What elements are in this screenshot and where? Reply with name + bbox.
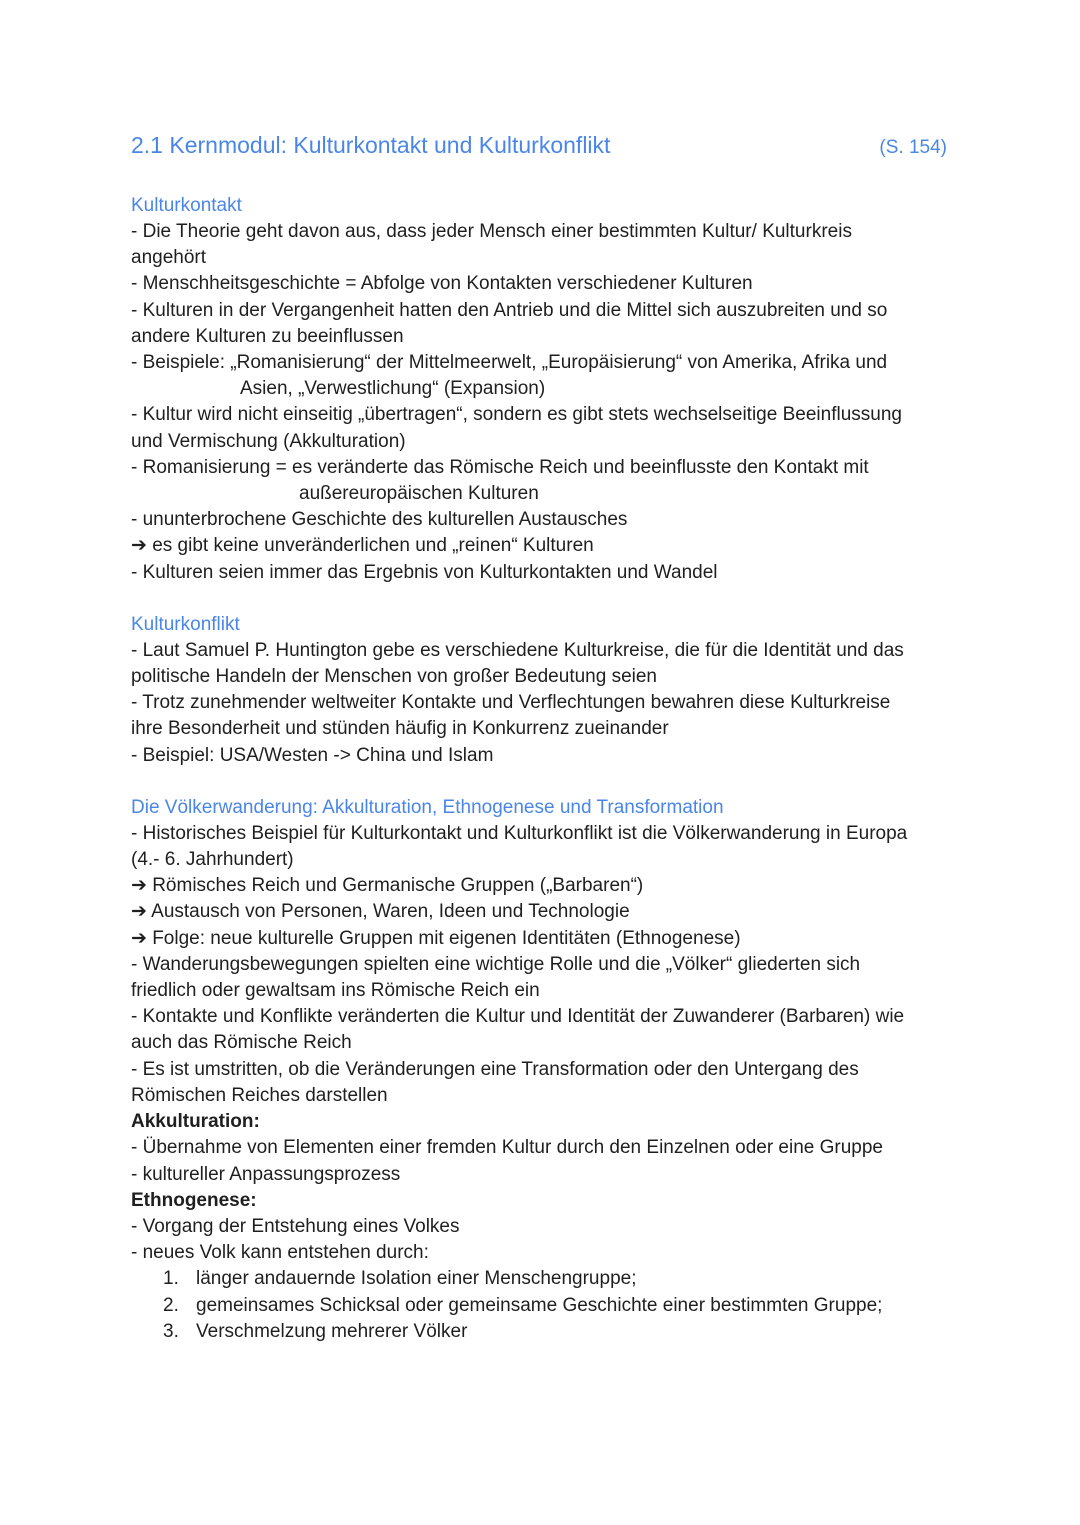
text-line: - Beispiel: USA/Westen -> China und Islam [131,744,494,766]
text-line: - Laut Samuel P. Huntington gebe es verschiedene Kulturkreise, die für die Identität und das [131,639,904,661]
text-line-arrow: ➔ Austausch von Personen, Waren, Ideen und Technologie [131,901,630,923]
section-kulturkonflikt [131,612,951,769]
list-item-text: länger andauernde Isolation einer Menschengruppe; [196,1268,637,1290]
list-item-text: gemeinsames Schicksal oder gemeinsame Geschichte einer bestimmten Gruppe; [196,1294,883,1316]
text-line: und Vermischung (Akkulturation) [131,430,406,452]
text-line: - Es ist umstritten, ob die Veränderungen eine Transformation oder den Untergang des [131,1058,859,1080]
text-line: - Die Theorie geht davon aus, dass jeder Mensch einer bestimmten Kultur/ Kulturkreis [131,221,852,242]
page-reference: (S. 154) [879,137,947,158]
text-line: - Menschheitsgeschichte = Abfolge von Kontakten verschiedener Kulturen [131,273,753,295]
text-line-indented: Asien, „Verwestlichung“ (Expansion) [240,378,546,400]
text-line: - Kulturen seien immer das Ergebnis von Kulturkontakten und Wandel [131,561,718,583]
title-row [131,128,951,165]
text-line: - Kontakte und Konflikte veränderten die Kultur und Identität der Zuwanderer (Barbaren) wie [131,1006,905,1028]
section-voelkerwanderung [131,795,951,1345]
term-ethnogenese-label: Ethnogenese: [131,1189,257,1211]
text-line: andere Kulturen zu beeinflussen [131,325,404,347]
text-line: Römischen Reiches darstellen [131,1084,388,1106]
text-line: - Beispiele: „Romanisierung“ der Mittelmeerwelt, „Europäisierung“ von Amerika, Afrika und [131,352,888,374]
text-line: - Vorgang der Entstehung eines Volkes [131,1215,460,1237]
list-item-number: 2. [163,1294,179,1316]
text-line-arrow: ➔ Römisches Reich und Germanische Gruppen („Barbaren“) [131,875,644,897]
text-line-indented: außereuropäischen Kulturen [299,483,539,505]
list-item-number: 3. [163,1320,179,1342]
text-line: ihre Besonderheit und stünden häufig in Konkurrenz zueinander [131,718,669,740]
list-item [131,1319,951,1345]
text-line: friedlich oder gewaltsam ins Römische Reich ein [131,980,540,1002]
section-heading-kulturkontakt: Kulturkontakt [131,195,242,216]
text-line: - Übernahme von Elementen einer fremden Kultur durch den Einzelnen oder eine Gruppe [131,1137,884,1159]
list-item [131,1266,951,1292]
text-line: - Romanisierung = es veränderte das Römische Reich und beeinflusste den Kontakt mit [131,456,869,478]
list-item-number: 1. [163,1268,179,1290]
text-line: - ununterbrochene Geschichte des kulturellen Austausches [131,509,628,531]
section-heading-voelkerwanderung: Die Völkerwanderung: Akkulturation, Ethnogenese und Transformation [131,796,724,818]
text-line: - Kultur wird nicht einseitig „übertragen“, sondern es gibt stets wechselseitige Beeinflussung [131,404,902,426]
term-akkulturation-label: Akkulturation: [131,1111,260,1133]
ethnogenese-numbered-list [131,1266,951,1345]
text-line: - Wanderungsbewegungen spielten eine wichtige Rolle und die „Völker“ gliederten sich [131,953,861,975]
list-item [131,1293,951,1319]
text-line: auch das Römische Reich [131,1032,352,1054]
section-heading-kulturkonflikt: Kulturkonflikt [131,613,240,635]
page-title: 2.1 Kernmodul: Kulturkontakt und Kulturkonflikt [131,132,611,158]
list-item-text: Verschmelzung mehrerer Völker [196,1320,468,1342]
text-line: - Kulturen in der Vergangenheit hatten den Antrieb und die Mittel sich auszubreiten und so [131,299,888,321]
section-kulturkontakt [131,193,951,586]
text-line: - kultureller Anpassungsprozess [131,1163,401,1185]
text-line: - neues Volk kann entstehen durch: [131,1242,429,1264]
document-page [131,128,951,1345]
text-line: - Trotz zunehmender weltweiter Kontakte und Verflechtungen bewahren diese Kulturkreise [131,692,891,714]
text-line: (4.- 6. Jahrhundert) [131,849,294,871]
text-line-arrow: ➔ Folge: neue kulturelle Gruppen mit eigenen Identitäten (Ethnogenese) [131,927,741,949]
text-line: politische Handeln der Menschen von großer Bedeutung seien [131,666,657,688]
text-line: angehört [131,247,207,269]
text-line-arrow: ➔ es gibt keine unveränderlichen und „reinen“ Kulturen [131,535,594,557]
text-line: - Historisches Beispiel für Kulturkontakt und Kulturkonflikt ist die Völkerwanderung in Europa [131,822,908,844]
